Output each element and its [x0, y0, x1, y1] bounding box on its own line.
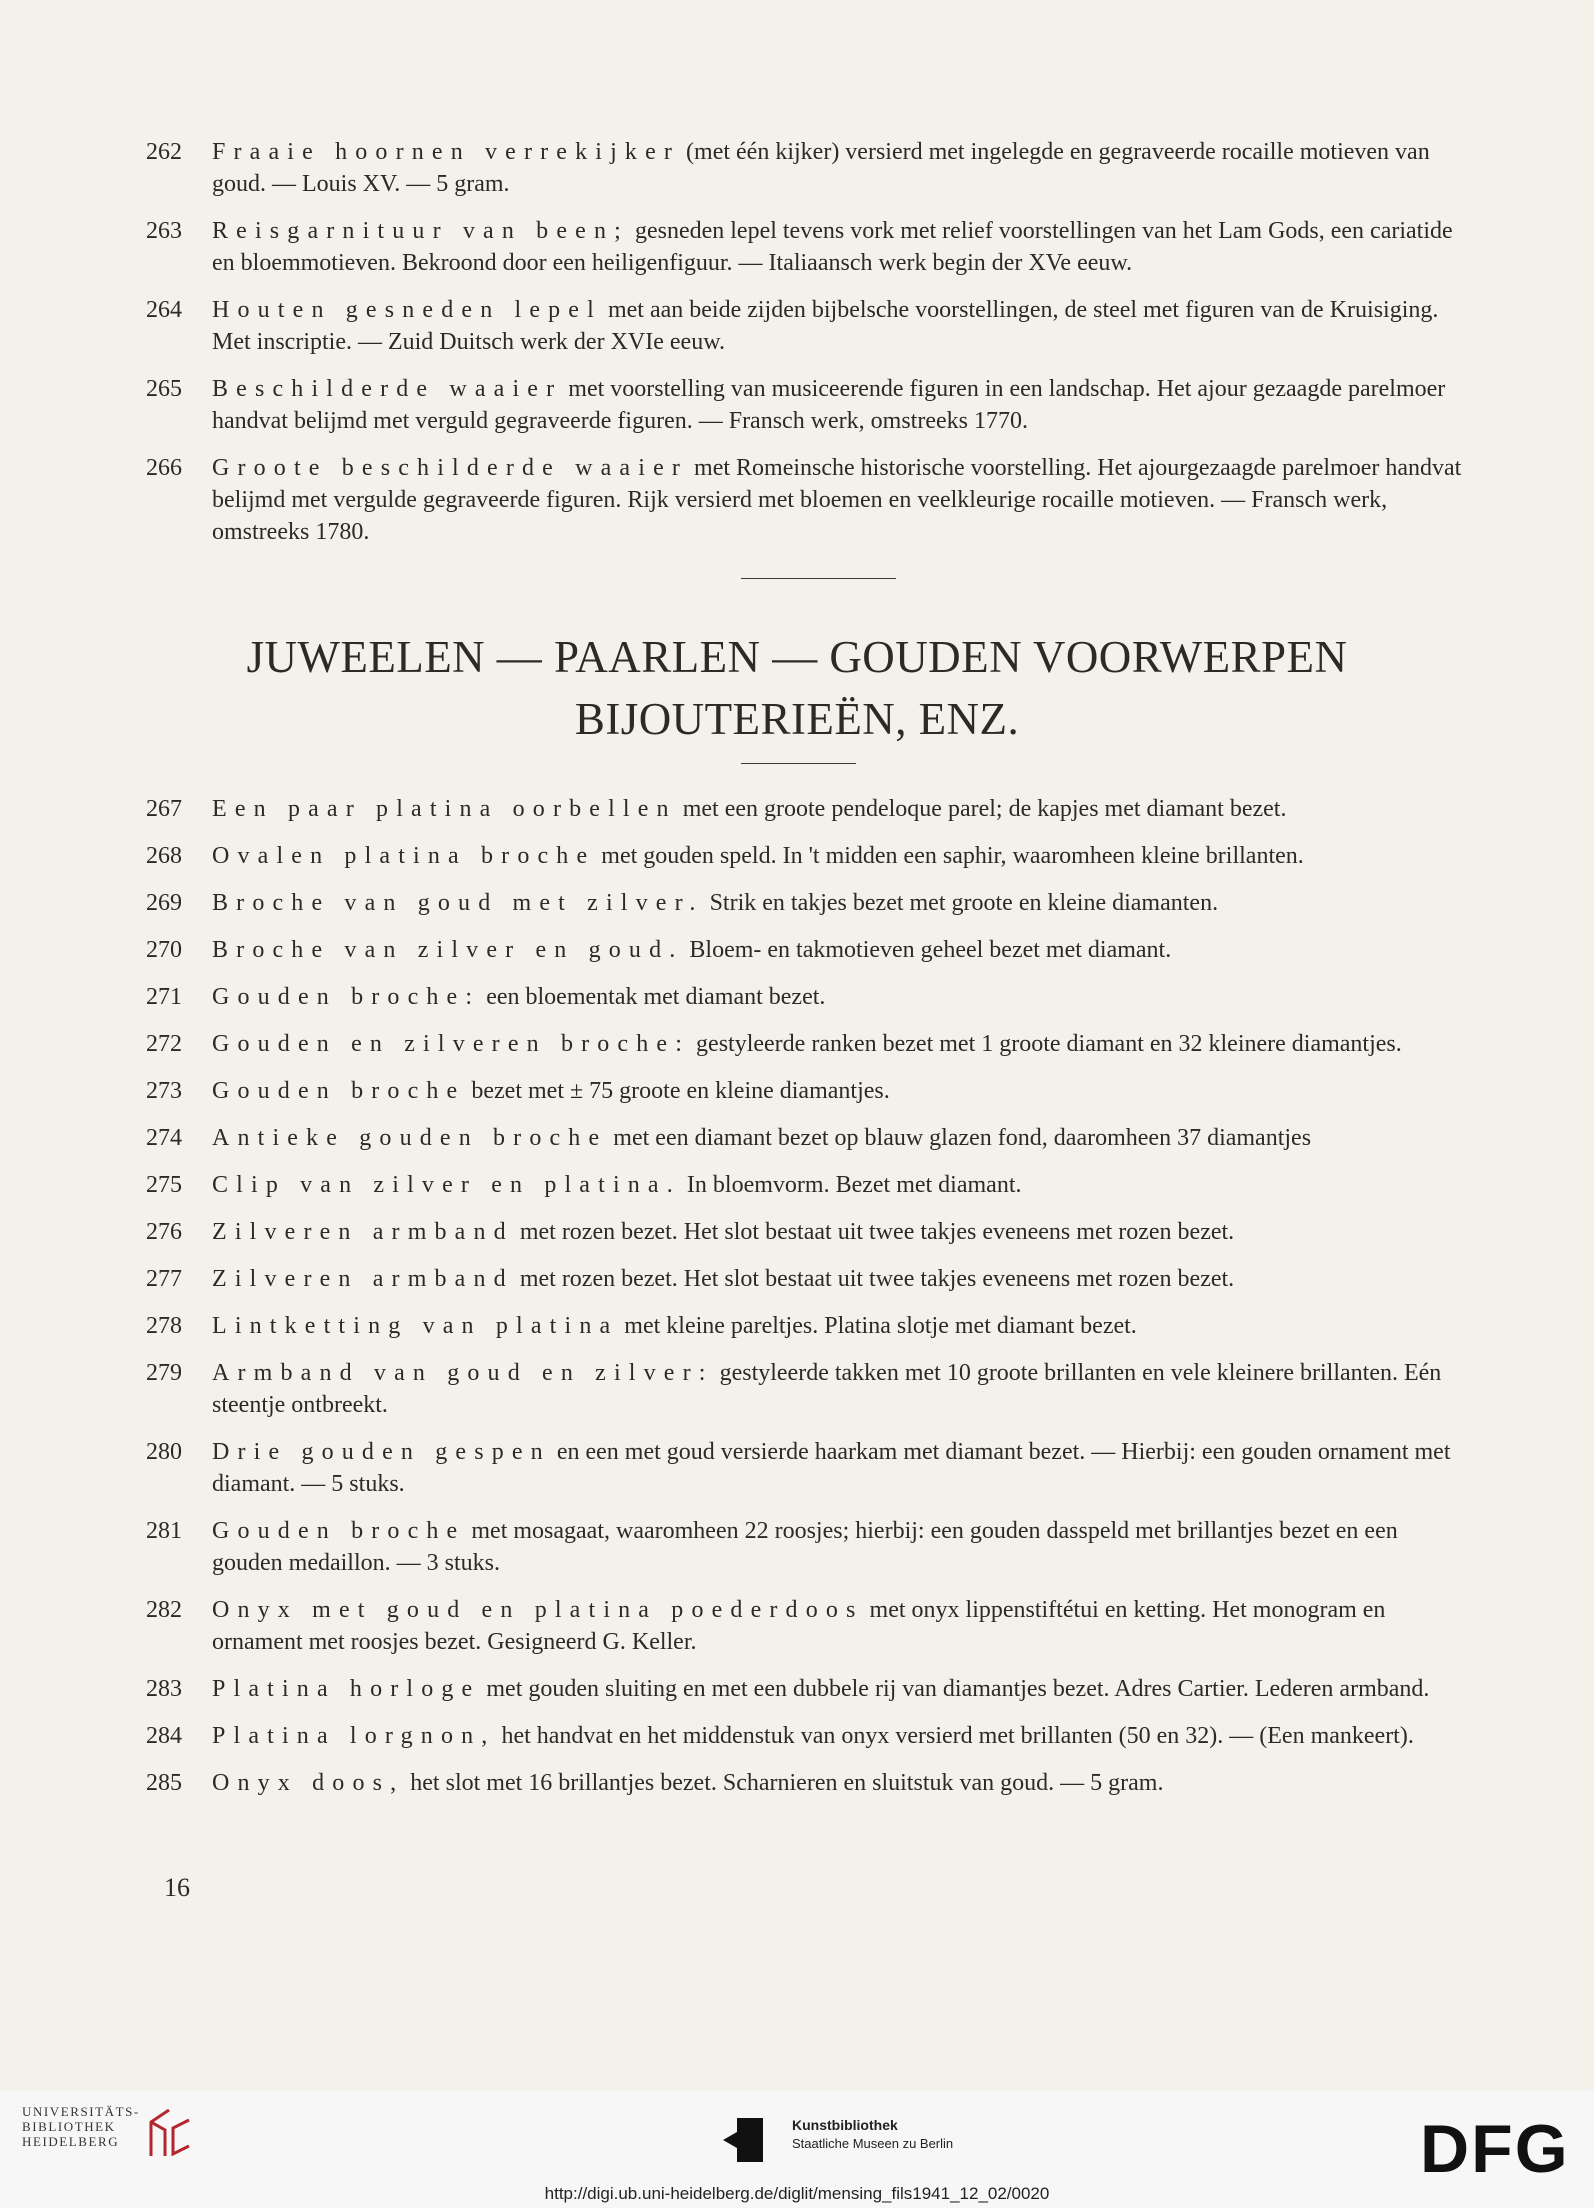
catalog-entry [146, 840, 1466, 872]
entry-title: Broche van goud met zilver. [212, 890, 704, 916]
entry-description: gestyleerde takken met 10 groote brillanten en vele kleinere brillanten. Eén steentje ontbreekt. [212, 1360, 1442, 1418]
catalog-entry [146, 1720, 1466, 1752]
uni-line-1: UNIVERSITÄTS- [22, 2104, 140, 2119]
entry-title: Gouden broche [212, 1078, 466, 1104]
entry-number: 269 [146, 890, 182, 916]
entry-description: met een groote pendeloque parel; de kapjes met diamant bezet. [682, 796, 1287, 822]
entry-title: Platina lorgnon, [212, 1723, 496, 1749]
entry-title: Armband van goud en zilver: [212, 1360, 714, 1386]
entry-title: Beschilderde waaier [212, 376, 563, 402]
entry-title: Drie gouden gespen [212, 1439, 551, 1465]
entry-number: 270 [146, 937, 182, 963]
catalog-entry [146, 1436, 1466, 1500]
catalog-entry [146, 1075, 1466, 1107]
entry-title: Zilveren armband [212, 1266, 514, 1292]
entry-number: 280 [146, 1439, 182, 1465]
entry-number: 283 [146, 1676, 182, 1702]
entries-bottom-list [146, 793, 1466, 1814]
entry-title: Groote beschilderde waaier [212, 455, 689, 481]
entry-number: 279 [146, 1360, 182, 1386]
uni-line-2: BIBLIOTHEK [22, 2119, 116, 2134]
entry-description: gesneden lepel tevens vork met relief voorstellingen van het Lam Gods, een cariatide en bloemmotieven. Bekroond door een heiligenfiguur. — Italiaansch werk begin der XVe eeuw. [212, 218, 1453, 276]
catalog-entry [146, 1216, 1466, 1248]
entry-number: 267 [146, 796, 182, 822]
entry-description: met gouden speld. In 't midden een saphir, waaromheen kleine brillanten. [601, 843, 1304, 869]
entry-title: Antieke gouden broche [212, 1125, 608, 1151]
entries-top-list [146, 136, 1466, 563]
entry-description: het slot met 16 brillantjes bezet. Scharnieren en sluitstuk van goud. — 5 gram. [410, 1770, 1164, 1796]
catalog-entry [146, 1357, 1466, 1421]
entry-number: 271 [146, 984, 182, 1010]
entry-number: 275 [146, 1172, 182, 1198]
entry-title: Houten gesneden lepel [212, 297, 602, 323]
entry-number: 273 [146, 1078, 182, 1104]
catalog-entry [146, 1169, 1466, 1201]
entry-description: en een met goud versierde haarkam met diamant bezet. — Hierbij: een gouden ornament met diamant. — 5 stuks. [212, 1439, 1451, 1497]
catalog-entry [146, 981, 1466, 1013]
uni-line-3: HEIDELBERG [22, 2134, 120, 2149]
catalog-entry [146, 373, 1466, 437]
entry-number: 278 [146, 1313, 182, 1339]
catalog-entry [146, 887, 1466, 919]
dfg-logo: DFG [1420, 2111, 1570, 2187]
kunstbibliothek-logo-icon [723, 2118, 779, 2162]
entry-number: 268 [146, 843, 182, 869]
university-logo-icon [145, 2106, 195, 2160]
entry-number: 277 [146, 1266, 182, 1292]
kb-title: Kunstbibliothek [792, 2117, 898, 2133]
entry-number: 281 [146, 1518, 182, 1544]
entry-title: Ovalen platina broche [212, 843, 596, 869]
entry-number: 282 [146, 1597, 182, 1623]
section-heading-line2: BIJOUTERIEËN, ENZ. [574, 694, 1020, 744]
entry-title: Clip van zilver en platina. [212, 1172, 681, 1198]
entry-title: Platina horloge [212, 1676, 481, 1702]
entry-title: Fraaie hoornen verrekijker [212, 139, 681, 165]
catalog-entry [146, 1028, 1466, 1060]
entry-number: 263 [146, 218, 182, 244]
catalog-entry [146, 136, 1466, 200]
entry-title: Onyx met goud en platina poederdoos [212, 1597, 864, 1623]
entry-number: 265 [146, 376, 182, 402]
entry-description: met onyx lippenstiftétui en ketting. Het monogram en ornament met roosjes bezet. Gesigneerd G. Keller. [212, 1597, 1386, 1655]
entry-title: Lintketting van platina [212, 1313, 619, 1339]
catalog-entry [146, 1594, 1466, 1658]
entry-title: Een paar platina oorbellen [212, 796, 677, 822]
entry-description: bezet met ± 75 groote en kleine diamantjes. [471, 1078, 890, 1104]
catalog-entry [146, 294, 1466, 358]
entry-description: (met één kijker) versierd met ingelegde en gegraveerde rocaille motieven van goud. — Louis XV. — 5 gram. [212, 139, 1430, 197]
page-number: 16 [164, 1873, 190, 1902]
entry-description: met voorstelling van musiceerende figuren in een landschap. Het ajour gezaagde parelmoer handvat belijmd met verguld gegraveerde figuren. — Fransch werk, omstreeks 1770. [212, 376, 1446, 434]
entry-number: 262 [146, 139, 182, 165]
kunstbibliothek-label [792, 2116, 953, 2153]
entry-description: met Romeinsche historische voorstelling. Het ajourgezaagde parelmoer handvat belijmd met vergulde gegraveerde figuren. Rijk versierd met bloemen en veelkleurige rocaille motieven. — Fransch werk, omstreeks 1780. [212, 455, 1462, 545]
entry-description: met mosagaat, waaromheen 22 roosjes; hierbij: een gouden dasspeld met brillantjes bezet en een gouden medaillon. — 3 stuks. [212, 1518, 1398, 1576]
entry-description: In bloemvorm. Bezet met diamant. [686, 1172, 1022, 1198]
entry-number: 284 [146, 1723, 182, 1749]
entry-title: Gouden en zilveren broche: [212, 1031, 691, 1057]
catalog-entry [146, 1515, 1466, 1579]
kb-subtitle: Staatliche Museen zu Berlin [792, 2136, 954, 2151]
entry-number: 266 [146, 455, 182, 481]
university-library-label [22, 2104, 140, 2149]
catalog-entry [146, 1122, 1466, 1154]
entry-description: met gouden sluiting en met een dubbele rij van diamantjes bezet. Adres Cartier. Lederen armband. [486, 1676, 1430, 1702]
divider-bottom [741, 763, 856, 764]
catalog-entry [146, 1767, 1466, 1799]
digitization-footer [0, 2090, 1594, 2208]
entry-description: met aan beide zijden bijbelsche voorstellingen, de steel met figuren van de Kruisiging. Met inscriptie. — Zuid Duitsch werk der XVIe eeuw. [212, 297, 1439, 355]
entry-title: Gouden broche [212, 1518, 466, 1544]
catalog-entry [146, 793, 1466, 825]
entry-description: met rozen bezet. Het slot bestaat uit twee takjes eveneens met rozen bezet. [519, 1266, 1235, 1292]
entry-description: Strik en takjes bezet met groote en kleine diamanten. [709, 890, 1219, 916]
entry-title: Broche van zilver en goud. [212, 937, 684, 963]
entry-title: Reisgarnituur van been; [212, 218, 629, 244]
entry-description: met rozen bezet. Het slot bestaat uit twee takjes eveneens met rozen bezet. [519, 1219, 1235, 1245]
catalog-entry [146, 934, 1466, 966]
entry-number: 285 [146, 1770, 182, 1796]
entry-title: Onyx doos, [212, 1770, 405, 1796]
entry-title: Gouden broche: [212, 984, 481, 1010]
entry-number: 276 [146, 1219, 182, 1245]
entry-description: een bloementak met diamant bezet. [486, 984, 826, 1010]
catalog-entry [146, 1263, 1466, 1295]
divider-top [741, 578, 896, 579]
entry-description: met kleine pareltjes. Platina slotje met diamant bezet. [624, 1313, 1137, 1339]
catalog-entry [146, 452, 1466, 548]
entry-number: 274 [146, 1125, 182, 1151]
permalink-url[interactable]: http://digi.ub.uni-heidelberg.de/diglit/mensing_fils1941_12_02/0020 [544, 2184, 1050, 2203]
entry-description: Bloem- en takmotieven geheel bezet met diamant. [689, 937, 1172, 963]
entry-number: 264 [146, 297, 182, 323]
catalog-entry [146, 1310, 1466, 1342]
entry-description: met een diamant bezet op blauw glazen fond, daaromheen 37 diamantjes [613, 1125, 1312, 1151]
entry-description: het handvat en het middenstuk van onyx versierd met brillanten (50 en 32). — (Een mankeert). [501, 1723, 1414, 1749]
entry-title: Zilveren armband [212, 1219, 514, 1245]
section-heading-line1: JUWEELEN — PAARLEN — GOUDEN VOORWERPEN [246, 632, 1348, 682]
catalog-entry [146, 215, 1466, 279]
entry-description: gestyleerde ranken bezet met 1 groote diamant en 32 kleinere diamantjes. [696, 1031, 1402, 1057]
catalog-entry [146, 1673, 1466, 1705]
entry-number: 272 [146, 1031, 182, 1057]
